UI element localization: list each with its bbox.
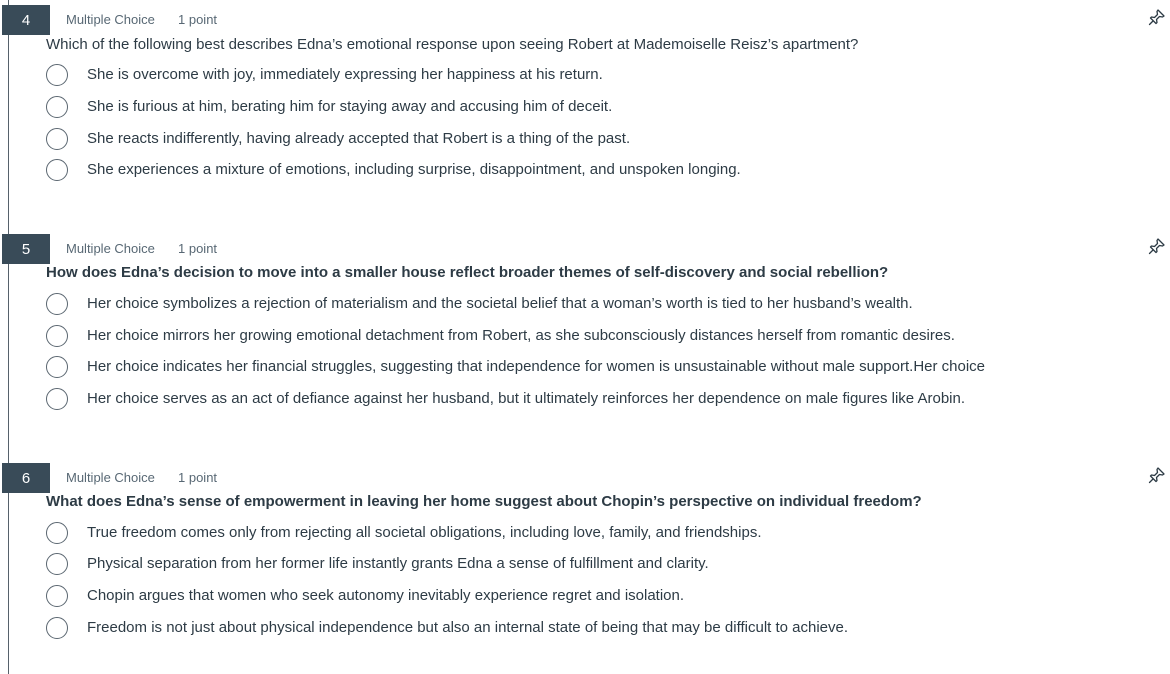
answer-option[interactable] xyxy=(46,616,1046,640)
question-type: Multiple Choice xyxy=(66,241,155,256)
question-6 xyxy=(0,461,1170,636)
question-header xyxy=(0,461,1170,491)
answer-label[interactable]: Her choice indicates her financial struggles, suggesting that independence for women is unsustainable without male support.Her choice xyxy=(87,358,986,375)
radio-button[interactable] xyxy=(46,356,68,378)
answer-option[interactable] xyxy=(46,292,1046,316)
answer-option[interactable] xyxy=(46,387,1046,411)
answer-label[interactable]: Her choice mirrors her growing emotional detachment from Robert, as she subconsciously distances herself from romantic desires. xyxy=(87,327,955,344)
answer-option[interactable] xyxy=(46,584,1046,608)
question-5 xyxy=(0,232,1170,407)
radio-button[interactable] xyxy=(46,585,68,607)
radio-button[interactable] xyxy=(46,128,68,150)
answer-label[interactable]: Her choice serves as an act of defiance against her husband, but it ultimately reinforces her dependence on male figures like Arobin. xyxy=(87,390,966,407)
radio-button[interactable] xyxy=(46,96,68,118)
radio-button[interactable] xyxy=(46,617,68,639)
radio-button[interactable] xyxy=(46,553,68,575)
radio-button[interactable] xyxy=(46,159,68,181)
question-header xyxy=(0,232,1170,262)
answer-label[interactable]: Chopin argues that women who seek autonomy inevitably experience regret and isolation. xyxy=(87,587,685,604)
radio-button[interactable] xyxy=(46,522,68,544)
radio-button[interactable] xyxy=(46,64,68,86)
question-text: How does Edna’s decision to move into a smaller house reflect broader themes of self-discovery and social rebellion? xyxy=(46,264,889,281)
answer-label[interactable]: She reacts indifferently, having already accepted that Robert is a thing of the past. xyxy=(87,130,631,147)
radio-button[interactable] xyxy=(46,293,68,315)
pin-icon[interactable] xyxy=(1147,7,1167,27)
radio-button[interactable] xyxy=(46,325,68,347)
answer-option[interactable] xyxy=(46,552,1046,576)
answer-option[interactable] xyxy=(46,324,1046,348)
answer-option[interactable] xyxy=(46,63,1046,87)
answer-label[interactable]: True freedom comes only from rejecting all societal obligations, including love, family, and friendships. xyxy=(87,524,762,541)
pin-icon[interactable] xyxy=(1147,236,1167,256)
answer-label[interactable]: Her choice symbolizes a rejection of materialism and the societal belief that a woman’s worth is tied to her husband’s wealth. xyxy=(87,295,913,312)
question-4 xyxy=(0,3,1170,178)
question-text: Which of the following best describes Edna’s emotional response upon seeing Robert at Mademoiselle Reisz’s apartment? xyxy=(46,36,859,53)
answer-label[interactable]: Physical separation from her former life instantly grants Edna a sense of fulfillment and clarity. xyxy=(87,555,709,572)
answer-label[interactable]: She is furious at him, berating him for staying away and accusing him of deceit. xyxy=(87,98,613,115)
question-points: 1 point xyxy=(178,470,218,485)
answer-label[interactable]: She experiences a mixture of emotions, including surprise, disappointment, and unspoken longing. xyxy=(87,161,741,178)
answer-option[interactable] xyxy=(46,95,1046,119)
question-type: Multiple Choice xyxy=(66,12,155,27)
question-number: 6 xyxy=(2,463,50,493)
answer-label[interactable]: She is overcome with joy, immediately expressing her happiness at his return. xyxy=(87,66,603,83)
question-number: 5 xyxy=(2,234,50,264)
question-type: Multiple Choice xyxy=(66,470,155,485)
question-number: 4 xyxy=(2,5,50,35)
answer-option[interactable] xyxy=(46,355,1046,379)
answer-option[interactable] xyxy=(46,127,1046,151)
answer-label[interactable]: Freedom is not just about physical independence but also an internal state of being that may be difficult to achieve. xyxy=(87,619,849,636)
answer-option[interactable] xyxy=(46,521,1046,545)
pin-icon[interactable] xyxy=(1147,465,1167,485)
question-header xyxy=(0,3,1170,33)
question-points: 1 point xyxy=(178,241,218,256)
left-border-rule xyxy=(8,0,9,674)
radio-button[interactable] xyxy=(46,388,68,410)
question-points: 1 point xyxy=(178,12,218,27)
question-text: What does Edna’s sense of empowerment in leaving her home suggest about Chopin’s perspective on individual freedom? xyxy=(46,493,922,510)
answer-option[interactable] xyxy=(46,158,1046,182)
